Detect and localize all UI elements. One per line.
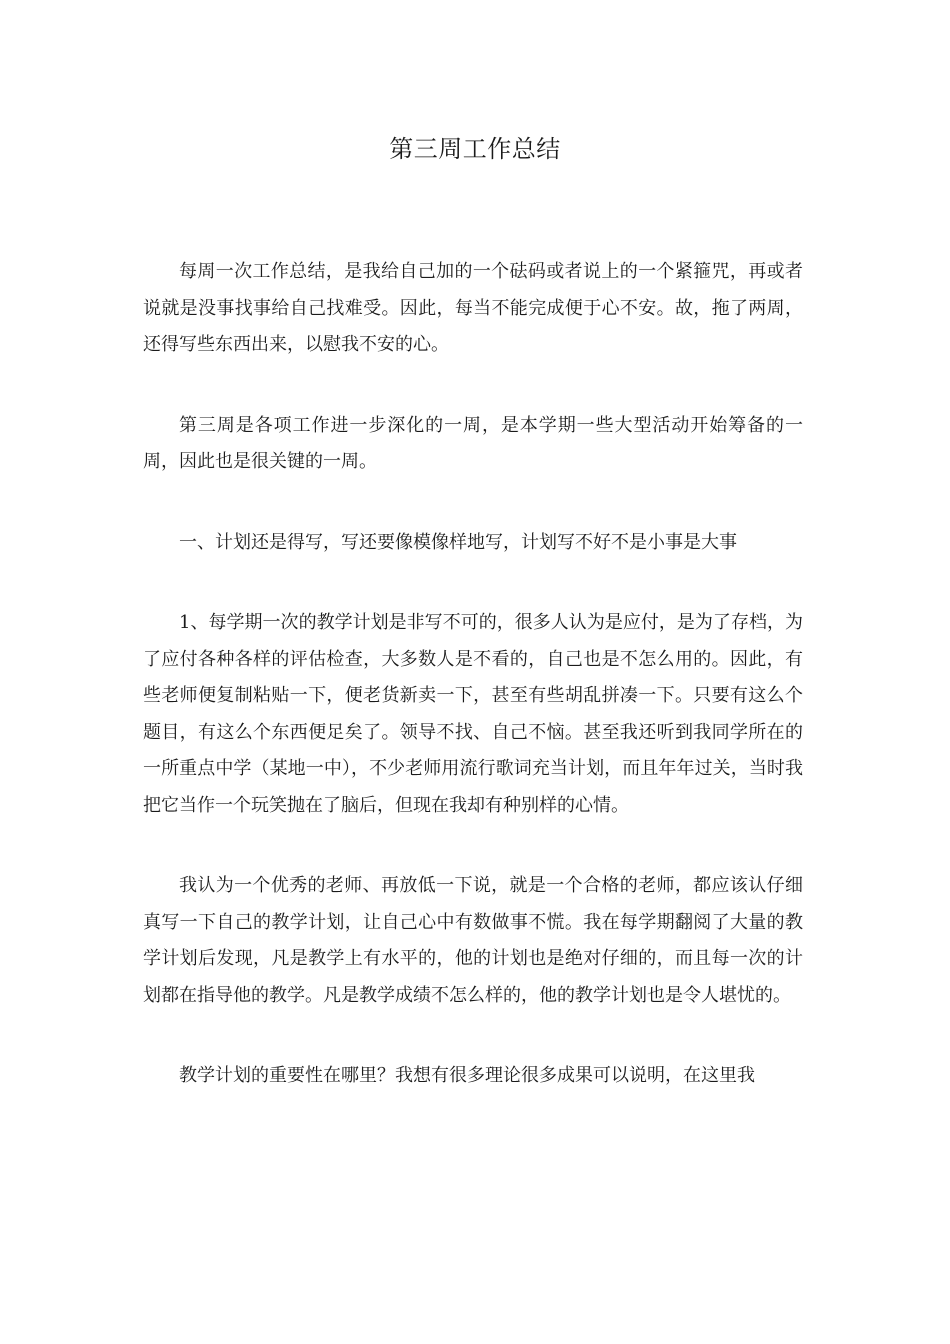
document-title: 第三周工作总结 [389, 135, 561, 163]
paragraph-gap [143, 561, 803, 605]
section-heading-plan: 一、计划还是得写，写还要像模像样地写，计划写不好不是小事是大事 [179, 531, 737, 553]
paragraph-gap [143, 824, 803, 868]
paragraph-gap [143, 1014, 803, 1058]
paragraph-intro: 每周一次工作总结，是我给自己加的一个砝码或者说上的一个紧箍咒，再或者说就是没事找事给自己找难受。因此，每当不能完成便于心不安。故，拖了两周，还得写些东西出来，以慰我不安的心。 [143, 261, 803, 355]
document-body [143, 254, 803, 1095]
paragraph-good-teacher: 我认为一个优秀的老师、再放低一下说，就是一个合格的老师，都应该认仔细真写一下自己的教学计划，让自己心中有数做事不慌。我在每学期翻阅了大量的教学计划后发现，凡是教学上有水平的，他的计划也是绝对仔细的，而且每一次的计划都在指导他的教学。凡是教学成绩不怎么样的，他的教学计划也是令人堪忧的。 [143, 875, 803, 1006]
paragraph-gap [143, 364, 803, 408]
paragraph-week-summary: 第三周是各项工作进一步深化的一周，是本学期一些大型活动开始筹备的一周，因此也是很关键的一周。 [143, 414, 803, 472]
paragraph-item-1: 1、每学期一次的教学计划是非写不可的，很多人认为是应付，是为了存档，为了应付各种各样的评估检查，大多数人是不看的，自己也是不怎么用的。因此，有些老师便复制粘贴一下，便老货新卖一下，甚至有些胡乱拼凑一下。只要有这么个题目，有这么个东西便足矣了。领导不找、自己不恼。甚至我还听到我同学所在的一所重点中学（某地一中），不少老师用流行歌词充当计划，而且年年过关，当时我把它当作一个玩笑抛在了脑后，但现在我却有种别样的心情。 [143, 612, 803, 816]
paragraph-importance: 教学计划的重要性在哪里？我想有很多理论很多成果可以说明，在这里我 [179, 1065, 755, 1086]
paragraph-gap [143, 481, 803, 525]
